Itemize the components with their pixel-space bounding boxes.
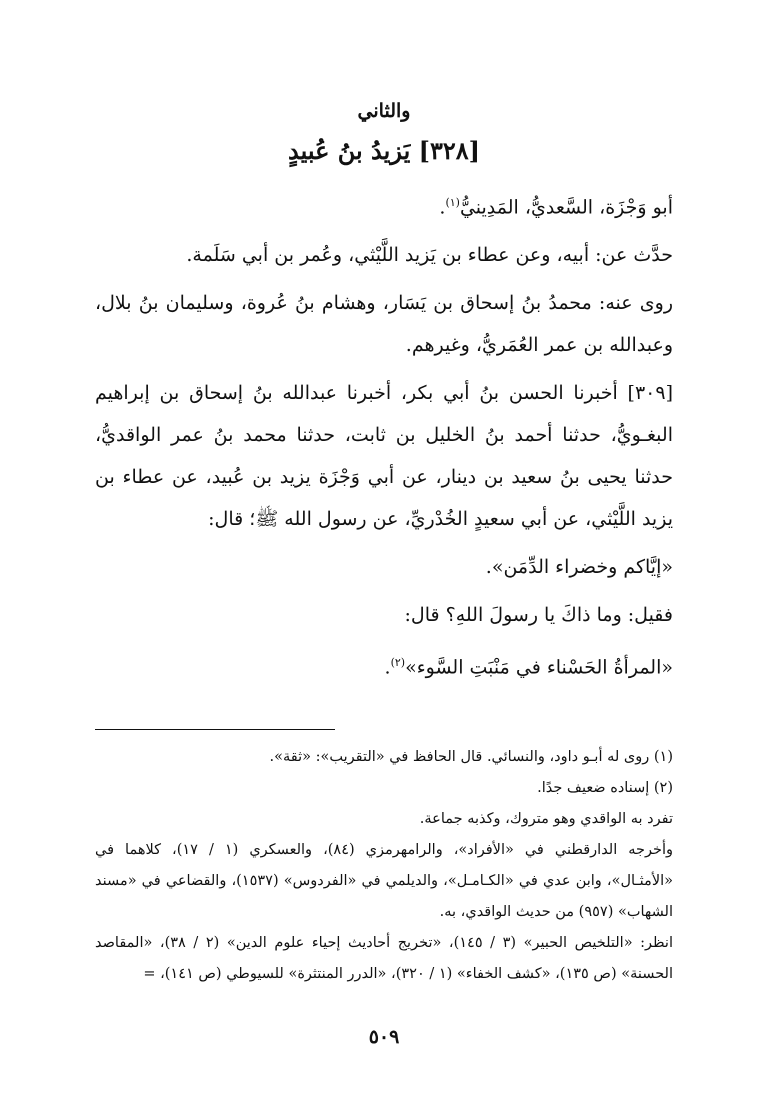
book-page — [95, 96, 673, 1048]
entry-title: [٣٢٨] يَزيدُ بنُ عُبيدٍ — [287, 136, 480, 165]
footnote-2-note: تفرد به الواقدي وهو متروك، وكذبه جماعة. — [419, 810, 673, 827]
narrated-by: روى عنه: محمدُ بنُ إسحاق بن يَسَار، وهشام بنُ عُروة، وسليمان بنُ بلال، وعبدالله بن عمر العُمَريُّ، وغيرهم. — [95, 292, 673, 357]
footnote-ref-1: (١) — [445, 196, 460, 209]
footnote-1: (١) روى له أبـو داود، والنسائي. قال الحافظ في «التقريب»: «ثقة». — [269, 748, 673, 765]
answer-line — [95, 642, 673, 688]
footnote-2: (٢) إسناده ضعيف جدًا. — [537, 779, 673, 796]
footnote-ref-2: (٢) — [390, 656, 406, 670]
answer-end: . — [384, 656, 391, 679]
question-line: فقيل: وما ذاكَ يا رسولَ اللهِ؟ قال: — [404, 604, 673, 627]
narrated-from: حدَّث عن: أبيه، وعن عطاء بن يَزيد اللَّيْثي، وعُمر بن أبي سَلَمة. — [186, 244, 673, 267]
name-text: أبو وَجْزَة، السَّعديُّ، المَدِينيُّ — [459, 196, 673, 219]
section-label: والثاني — [357, 100, 411, 122]
footnote-2-references: انظر: «التلخيص الحبير» (٣ / ١٤٥)، «تخريج أحاديث إحياء علوم الدين» (٢ / ٣٨)، «المقاصد الحسنة» (ص ١٣٥)، «كشف الخفاء» (١ / ٣٢٠)، «الدرر المنتثرة» للسيوطي (ص ١٤١)، = — [95, 934, 673, 982]
footnote-2-sources: وأخرجه الدارقطني في «الأفراد»، والرامهرمزي (٨٤)، والعسكري (١ / ١٧)، كلاهما في «الأمثـال»، وابن عدي في «الكـامـل»، والديلمي في «الفردوس» (١٥٣٧)، والقضاعي في «مسند الشهاب» (٩٥٧) من حديث الواقدي، به. — [95, 841, 673, 920]
answer-text: «المرأةُ الحَسْناء في مَنْبَتِ السَّوء» — [405, 656, 673, 679]
isnad-paragraph: [٣٠٩] أخبرنا الحسن بنُ أبي بكر، أخبرنا عبدالله بنُ إسحاق بن إبراهيم البغـويُّ، حدثنا أحمد بنُ الخليل بن ثابت، حدثنا محمد بنُ عمر الواقديُّ، حدثنا يحيى بنُ سعيد بن دينار، عن أبي وَجْزَة يزيد بن عُبيد، عن عطاء بن يزيد اللَّيْثي، عن أبي سعيدٍ الخُدْريِّ، عن رسول الله ﷺ؛ قال: — [95, 382, 673, 531]
name-line: أبو وَجْزَة، السَّعديُّ، المَدِينيُّ$^{(١)}$. — [439, 196, 673, 219]
page-number: ٥٠٩ — [368, 1026, 400, 1048]
hadith-text: «إيَّاكم وخضراء الدِّمَن». — [485, 556, 673, 579]
footnote-separator — [95, 729, 335, 730]
footnotes — [95, 742, 673, 990]
